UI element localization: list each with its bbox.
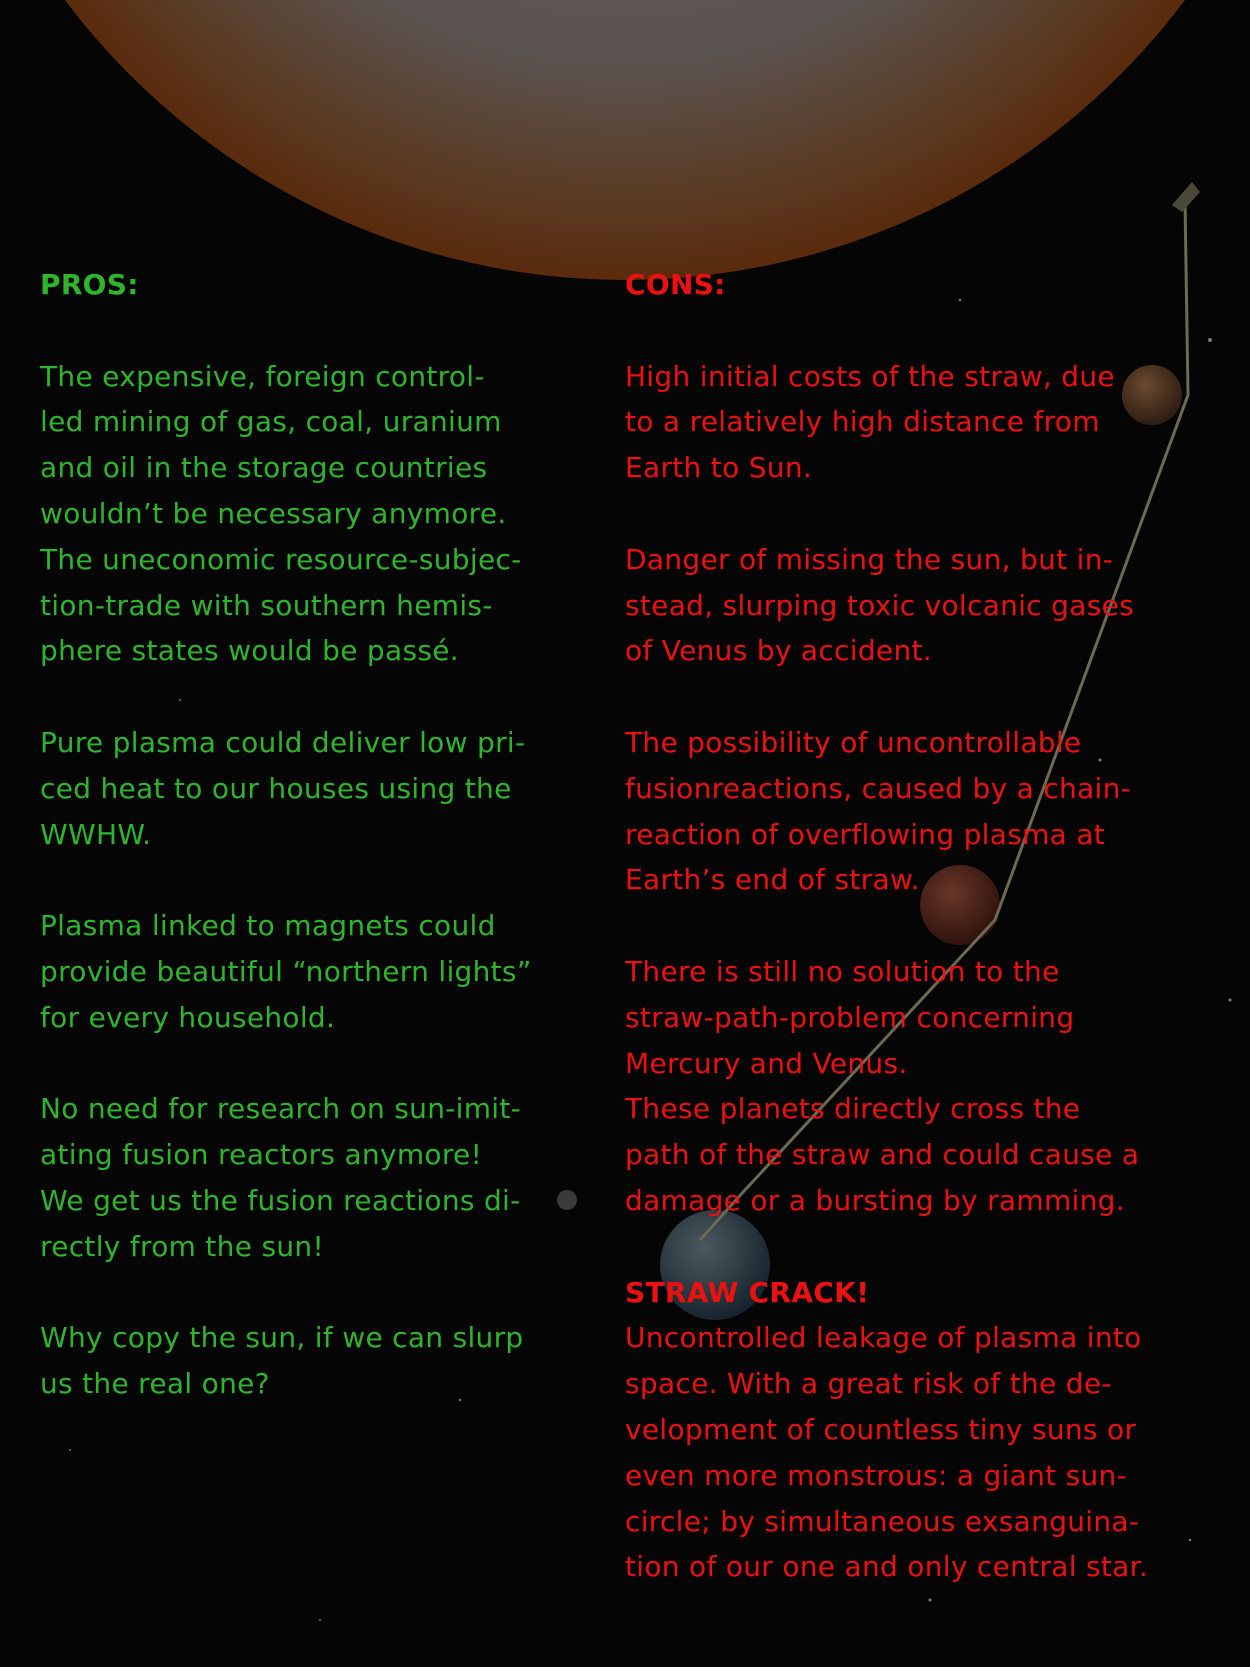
- cons-paragraph: The possibility of uncontrollable fusionreactions, caused by a chain- reaction of overflowing plasma at Earth’s end of straw.: [625, 725, 1132, 897]
- cons-column: [625, 262, 1245, 1636]
- cons-paragraph: These planets directly cross the path of the straw and could cause a damage or a bursting by ramming.: [625, 1092, 1140, 1217]
- pros-heading: PROS:: [40, 268, 139, 301]
- pros-paragraph: Why copy the sun, if we can slurp us the real one?: [40, 1321, 524, 1401]
- straw-crack-text: Uncontrolled leakage of plasma into space. With a great risk of the de- velopment of countless tiny suns or even more monstrous: a giant sun- circle; by simultaneous exsanguina- tion of our one and only central star.: [625, 1321, 1149, 1584]
- pros-paragraph: The expensive, foreign control- led mining of gas, coal, uranium and oil in the storage countries wouldn’t be necessary anymore. The uneconomic resource-subjec- tion-trade with southern hemis- phere states would be passé.: [40, 359, 522, 668]
- pros-paragraph: No need for research on sun-imit- ating fusion reactors anymore! We get us the fusion reactions di- rectly from the sun!: [40, 1092, 522, 1263]
- cons-heading: CONS:: [625, 268, 726, 301]
- cons-paragraph: High initial costs of the straw, due to a relatively high distance from Earth to Sun.: [625, 359, 1115, 485]
- pros-column: [40, 262, 600, 1453]
- cons-paragraph: Danger of missing the sun, but in- stead, slurping toxic volcanic gases of Venus by accident.: [625, 542, 1135, 668]
- cons-paragraph: There is still no solution to the straw-path-problem concerning Mercury and Venus.: [625, 954, 1075, 1080]
- pros-paragraph: Plasma linked to magnets could provide beautiful “northern lights” for every household.: [40, 909, 532, 1034]
- straw-crack-heading: STRAW CRACK!: [625, 1275, 870, 1309]
- pros-paragraph: Pure plasma could deliver low pri- ced heat to our houses using the WWHW.: [40, 725, 526, 851]
